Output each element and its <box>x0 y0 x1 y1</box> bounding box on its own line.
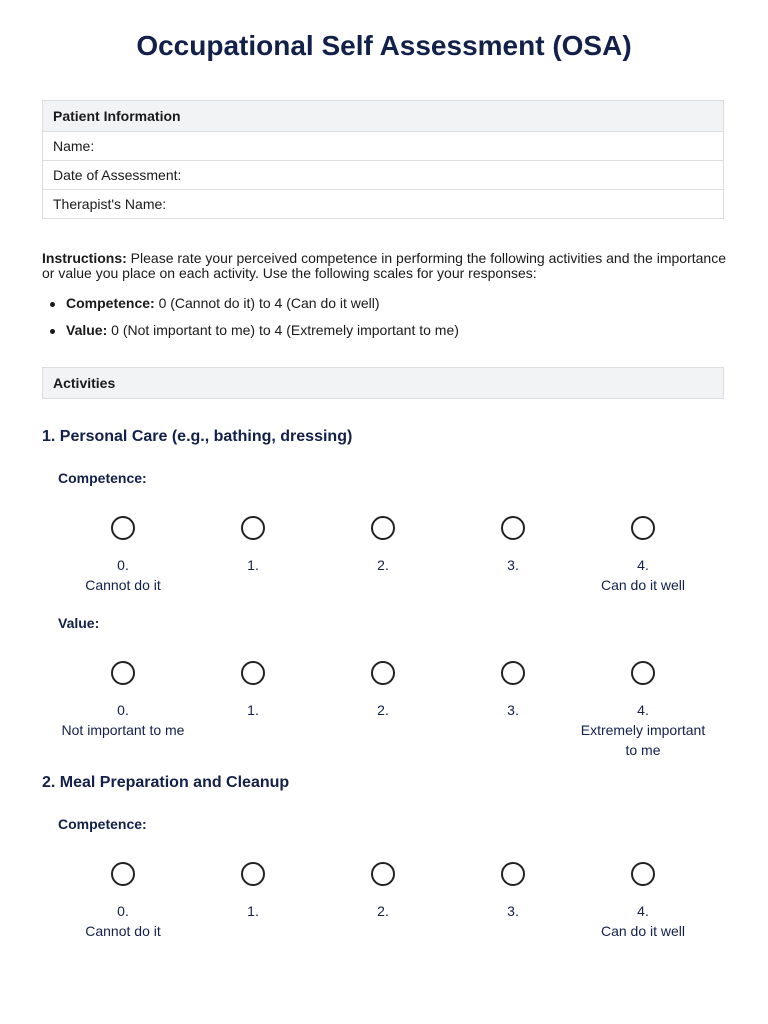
name-field[interactable]: Name: <box>43 132 724 161</box>
option-number: 0. <box>117 702 129 718</box>
option-description: Cannot do it <box>85 923 161 939</box>
instructions <box>42 251 732 281</box>
option-number: 4. <box>637 903 649 919</box>
competence-option-0[interactable] <box>58 862 188 941</box>
radio-button[interactable] <box>501 862 525 886</box>
list-item <box>42 295 732 322</box>
scale-text: 0 (Not important to me) to 4 (Extremely important to me) <box>107 322 459 338</box>
radio-button[interactable] <box>241 516 265 540</box>
scale-label: Value: <box>66 322 108 338</box>
radio-button[interactable] <box>111 862 135 886</box>
value-label: Value: <box>58 615 100 631</box>
instructions-lead: Instructions: <box>42 250 127 266</box>
value-option-4[interactable] <box>578 661 708 760</box>
activities-header: Activities <box>42 367 724 399</box>
patient-info-header: Patient Information <box>43 101 724 132</box>
option-number: 3. <box>507 903 519 919</box>
competence-option-1[interactable] <box>188 862 318 921</box>
option-description: Can do it well <box>600 923 686 939</box>
option-number: 0. <box>117 557 129 573</box>
value-option-1[interactable] <box>188 661 318 720</box>
option-number: 3. <box>507 702 519 718</box>
option-description: Not important to me <box>61 722 185 738</box>
activity-title: 2. Meal Preparation and Cleanup <box>42 774 290 791</box>
competence-option-1[interactable] <box>188 516 318 575</box>
competence-option-2[interactable] <box>318 862 448 921</box>
radio-button[interactable] <box>371 862 395 886</box>
radio-button[interactable] <box>501 661 525 685</box>
competence-option-2[interactable] <box>318 516 448 575</box>
competence-option-3[interactable] <box>448 516 578 575</box>
radio-button[interactable] <box>631 661 655 685</box>
option-number: 3. <box>507 557 519 573</box>
competence-label: Competence: <box>58 470 147 486</box>
competence-label: Competence: <box>58 816 147 832</box>
page-title: Occupational Self Assessment (OSA) <box>136 30 632 61</box>
option-number: 2. <box>377 903 389 919</box>
radio-button[interactable] <box>111 516 135 540</box>
radio-button[interactable] <box>241 661 265 685</box>
value-option-2[interactable] <box>318 661 448 720</box>
value-option-3[interactable] <box>448 661 578 720</box>
therapist-name-field[interactable]: Therapist's Name: <box>43 190 724 219</box>
activity-title: 1. Personal Care (e.g., bathing, dressing) <box>42 428 353 445</box>
date-of-assessment-field[interactable]: Date of Assessment: <box>43 161 724 190</box>
option-number: 1. <box>247 903 259 919</box>
option-number: 4. <box>637 557 649 573</box>
radio-button[interactable] <box>631 862 655 886</box>
competence-option-3[interactable] <box>448 862 578 921</box>
option-description: Can do it well <box>600 577 686 593</box>
value-option-0[interactable] <box>58 661 188 740</box>
option-number: 0. <box>117 903 129 919</box>
radio-button[interactable] <box>111 661 135 685</box>
option-number: 2. <box>377 702 389 718</box>
option-description: Extremely important to me <box>580 722 706 758</box>
instructions-text: Please rate your perceived competence in performing the following activities and the importance or value you place on each activity. Use the following scales for your responses: <box>42 250 726 281</box>
radio-button[interactable] <box>241 862 265 886</box>
radio-button[interactable] <box>501 516 525 540</box>
list-item <box>42 322 732 349</box>
competence-option-4[interactable] <box>578 516 708 595</box>
scale-text: 0 (Cannot do it) to 4 (Can do it well) <box>154 295 380 311</box>
competence-option-4[interactable] <box>578 862 708 941</box>
scale-label: Competence: <box>66 295 155 311</box>
patient-info-table <box>42 100 724 219</box>
option-number: 4. <box>637 702 649 718</box>
option-number: 2. <box>377 557 389 573</box>
radio-button[interactable] <box>371 516 395 540</box>
competence-option-0[interactable] <box>58 516 188 595</box>
radio-button[interactable] <box>631 516 655 540</box>
scale-list <box>42 295 732 349</box>
radio-button[interactable] <box>371 661 395 685</box>
option-number: 1. <box>247 557 259 573</box>
option-description: Cannot do it <box>85 577 161 593</box>
option-number: 1. <box>247 702 259 718</box>
